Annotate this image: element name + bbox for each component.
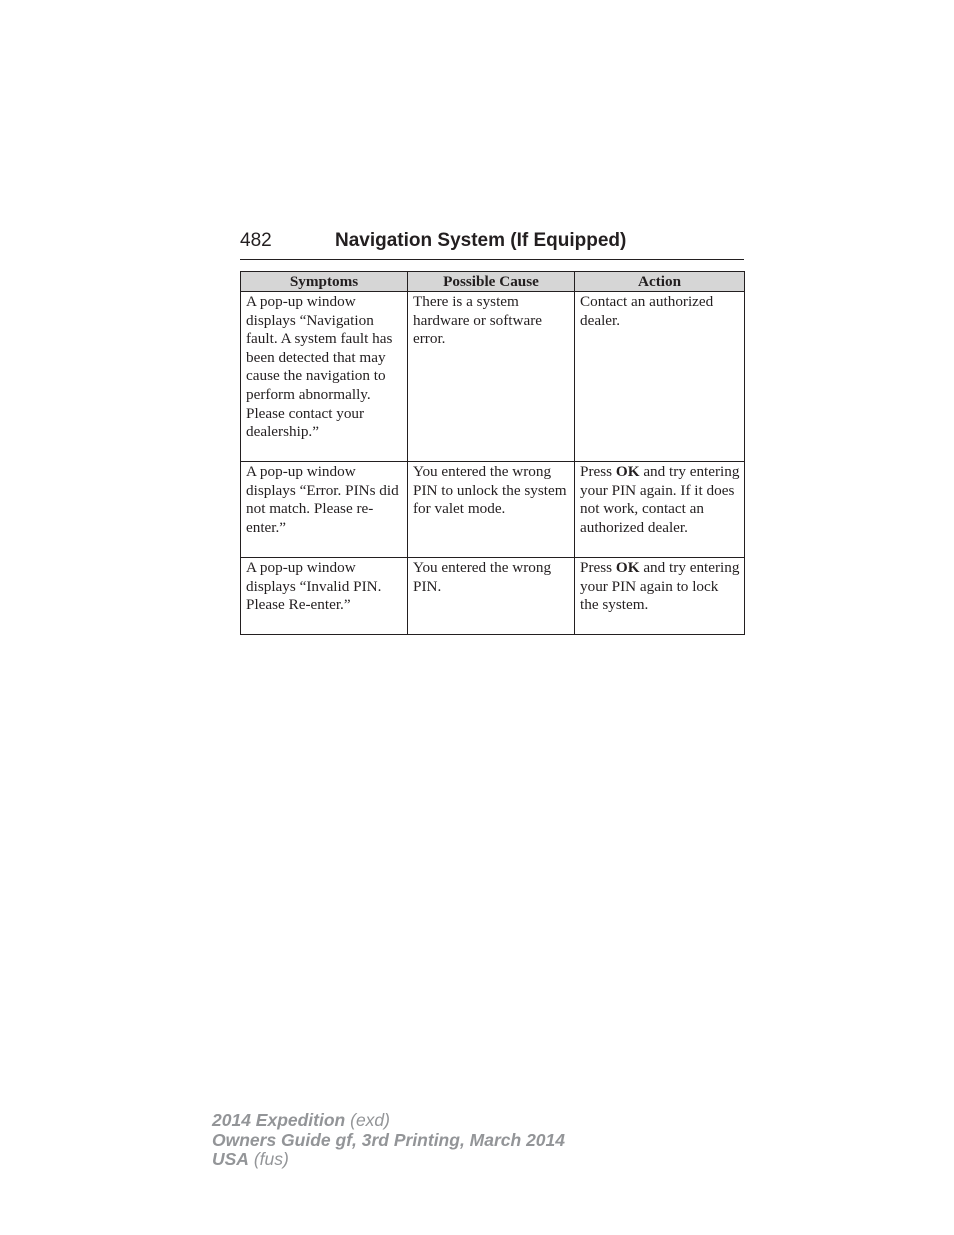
footer-model: 2014 Expedition <box>212 1110 346 1130</box>
action-text-post: and try entering your PIN again. If it does not work, contact an authorized dealer. <box>580 463 740 536</box>
troubleshooting-table <box>240 271 745 635</box>
cause-cell: There is a system hardware or software error. <box>408 292 575 462</box>
page-header <box>240 229 744 260</box>
action-cell <box>575 462 745 558</box>
footer-line-market <box>212 1150 565 1170</box>
cause-cell: You entered the wrong PIN to unlock the system for valet mode. <box>408 462 575 558</box>
cause-cell: You entered the wrong PIN. <box>408 558 575 635</box>
footer-model-code: (exd) <box>345 1110 390 1130</box>
table-header-row <box>241 272 745 292</box>
footer-market: USA <box>212 1149 249 1169</box>
symptom-cell: A pop-up window displays “Navigation fault. A system fault has been detected that may cause the navigation to perform abnormally. Please contact your dealership.” <box>241 292 408 462</box>
action-text-pre: Press <box>580 463 616 480</box>
symptom-cell: A pop-up window displays “Error. PINs did not match. Please re-enter.” <box>241 462 408 558</box>
page-number: 482 <box>240 230 272 251</box>
symptom-cell: A pop-up window displays “Invalid PIN. Please Re-enter.” <box>241 558 408 635</box>
page-footer <box>212 1111 565 1170</box>
action-text-post: and try entering your PIN again to lock the system. <box>580 559 740 614</box>
footer-market-code: (fus) <box>248 1149 289 1169</box>
action-text-pre: Press <box>580 559 616 576</box>
column-header-action: Action <box>575 272 745 292</box>
section-title: Navigation System (If Equipped) <box>335 230 627 251</box>
ok-button-label: OK <box>615 559 640 576</box>
footer-line-model <box>212 1111 565 1131</box>
action-cell: Contact an authorized dealer. <box>575 292 745 462</box>
ok-button-label: OK <box>615 463 640 480</box>
column-header-possible-cause: Possible Cause <box>408 272 575 292</box>
footer-line-printing: Owners Guide gf, 3rd Printing, March 2014 <box>212 1129 565 1150</box>
column-header-symptoms: Symptoms <box>241 272 408 292</box>
table-row <box>241 558 745 635</box>
table-row <box>241 292 745 462</box>
action-cell <box>575 558 745 635</box>
table-row <box>241 462 745 558</box>
